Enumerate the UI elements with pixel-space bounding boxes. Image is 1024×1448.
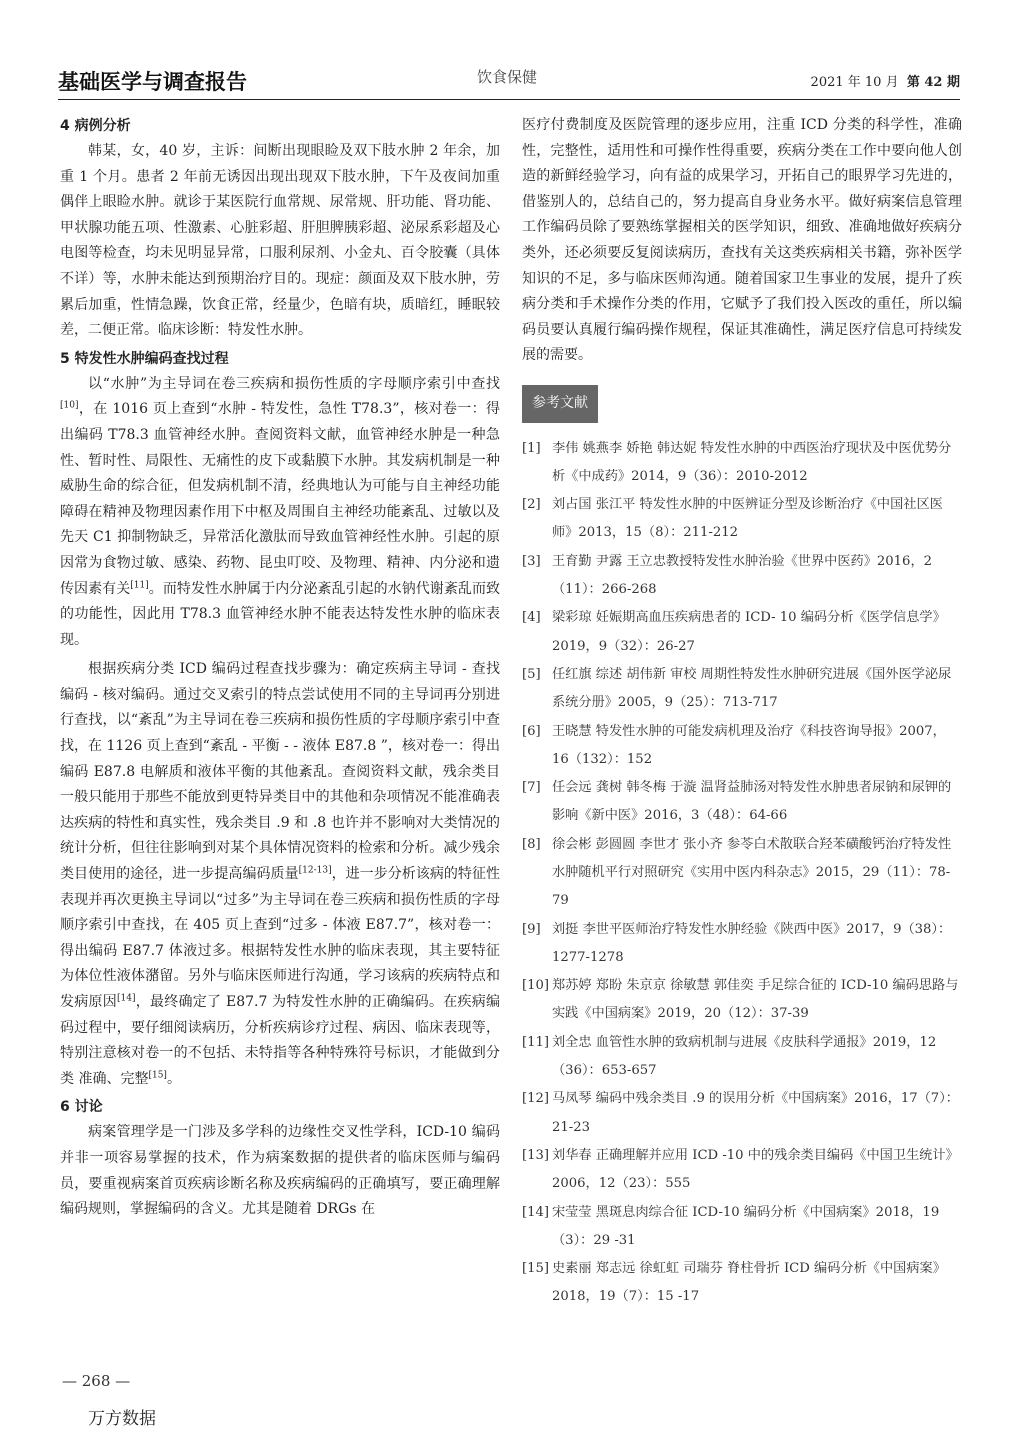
reference-number: [7] bbox=[522, 780, 541, 796]
issue-number: 第 42 期 bbox=[906, 75, 960, 90]
text-run: 根据疾病分类 ICD 编码过程查找步骤为：确定疾病主导词 - 查找编码 - 核对编码。通过交叉索引的特点尝试使用不同的主导词再分别进行查找，以“紊乱”为主导词在卷三疾病和损伤性质的字母顺序索引中查找，在 1126 页上查到“紊乱 - 平衡 - - 液体 E87.8 ”，核对卷一：得出编码 E87.8 电解质和液体平衡的其他紊乱。查阅资料文献，残余类目一般只能用于那些不能放到更特异类目中的其他和杂项情况不能准确表达疾病的特性和真实性，残余类目 .9 和 .8 也许并不影响对大类情况的统计分析，但往往影响到对某个具体情况资料的检索和分析。减少残余类目使用的途径，进一步提高编码质量 bbox=[60, 661, 500, 883]
section-4-title: 4 病例分析 bbox=[60, 118, 131, 134]
reference-item bbox=[522, 831, 962, 916]
issue-date: 2021 年 10 月 bbox=[810, 75, 899, 90]
reference-number: [14] bbox=[522, 1204, 550, 1220]
text-run: ，最终确定了 E87.7 为特发性水肿的正确编码。在疾病编码过程中，要仔细阅读病历，分析疾病诊疗过程、病因、临床表现等，特别注意核对卷一的不包括、未特指等各种特殊符号标识，才能做到分类 准确、完整 bbox=[60, 994, 500, 1087]
discussion-continued: 医疗付费制度及医院管理的逐步应用，注重 ICD 分类的科学性，准确性，完整性，适用性和可操作性得重要，疾病分类在工作中要向他人创造的新鲜经验学习，向有益的成果学习，开拓自己的眼界学习先进的，借鉴别人的，总结自己的，努力提高自身业务水平。做好病案信息管理工作编码员除了要熟练掌握相关的医学知识，细致、准确地做好疾病分类外，还必须要反复阅读病历，查找有关这类疾病相关书籍，弥补医学知识的不足，多与临床医师沟通。随着国家卫生事业的发展，提升了疾病分类和手术操作分类的作用，它赋予了我们投入医改的重任，所以编码员要认真履行编码操作规程，保证其准确性，满足医疗信息可持续发展的需要。 bbox=[522, 117, 962, 364]
section-name: 饮食保健 bbox=[477, 68, 538, 86]
reference-item bbox=[522, 1255, 962, 1312]
reference-text: 刘挺 李世平医师治疗特发性水肿经验《陕西中医》2017，9（38）：1277-1278 bbox=[552, 921, 952, 965]
section-5-title: 5 特发性水肿编码查找过程 bbox=[60, 350, 229, 367]
reference-text: 梁彩琼 妊娠期高血压疾病患者的 ICD- 10 编码分析《医学信息学》2019，9（32）：26-27 bbox=[552, 610, 946, 654]
reference-text: 郑苏婷 郑盼 朱京京 徐敏慧 郭佳奕 手足综合征的 ICD-10 编码思路与实践《中国病案》2019，20（12）：37-39 bbox=[552, 978, 959, 1022]
page-header bbox=[58, 62, 960, 102]
reference-item bbox=[522, 972, 962, 1029]
reference-item bbox=[522, 1142, 962, 1199]
journal-title: 基础医学与调查报告 bbox=[58, 70, 247, 94]
section-4-paragraph: 韩某，女，40 岁，主诉：间断出现眼睑及双下肢水肿 2 年余，加重 1 个月。患者 2 年前无诱因出现出现双下肢水肿，下午及夜间加重偶伴上眼睑水肿。就诊于某医院行血常规、尿常规、肝功能、肾功能、甲状腺功能五项、性激素、心脏彩超、肝胆脾胰彩超、泌尿系彩超及心电图等检查，均未见明显异常，口服利尿剂、小金丸、百令胶囊（具体不详）等，水肿未能达到预期治疗目的。现症：颜面及双下肢水肿，劳累后加重，性情急躁，饮食正常，经量少，色暗有块，质暗红，睡眠较差，二便正常。临床诊断：特发性水肿。 bbox=[60, 143, 500, 339]
reference-item bbox=[522, 916, 962, 973]
reference-text: 王育勤 尹露 王立忠教授特发性水肿治验《世界中医药》2016，2（11）：266-268 bbox=[552, 553, 933, 598]
reference-item bbox=[522, 1199, 962, 1256]
text-run: 。 bbox=[166, 1070, 181, 1087]
reference-number: [12] bbox=[522, 1091, 550, 1107]
reference-text: 宋莹莹 黑斑息肉综合征 ICD-10 编码分析《中国病案》2018，19（3）：29 -31 bbox=[552, 1204, 940, 1248]
reference-item bbox=[522, 604, 962, 661]
reference-text: 刘全忠 血管性水肿的致病机制与进展《皮肤科学通报》2019，12（36）：653-657 bbox=[552, 1034, 937, 1079]
reference-item bbox=[522, 491, 962, 548]
text-run: 以“水肿”为主导词在卷三疾病和损伤性质的字母顺序索引中查找 bbox=[88, 375, 500, 392]
left-column bbox=[60, 113, 500, 1223]
citation[interactable]: [14] bbox=[117, 993, 136, 1004]
reference-number: [6] bbox=[522, 723, 541, 739]
reference-number: [5] bbox=[522, 666, 541, 682]
reference-text: 徐会彬 彭圆圆 李世才 张小齐 参苓白术散联合羟苯磺酸钙治疗特发性水肿随机平行对照研究《实用中医内科杂志》2015，29（11）：78-79 bbox=[552, 836, 952, 909]
issue-info bbox=[811, 71, 960, 90]
page-number: — 268 — bbox=[62, 1372, 131, 1390]
reference-text: 刘华春 正确理解并应用 ICD -10 中的残余类目编码《中国卫生统计》2006，12（23）：555 bbox=[552, 1147, 959, 1192]
section-6-title: 6 讨论 bbox=[60, 1099, 103, 1116]
reference-text: 王晓慧 特发性水肿的可能发病机理及治疗《科技咨询导报》2007，16（132）：152 bbox=[552, 723, 946, 767]
reference-item bbox=[522, 1085, 962, 1142]
references-heading: 参考文献 bbox=[522, 385, 598, 423]
reference-number: [4] bbox=[522, 610, 541, 626]
reference-number: [9] bbox=[522, 921, 541, 937]
reference-number: [1] bbox=[522, 440, 541, 456]
section-6-paragraph: 病案管理学是一门涉及多学科的边缘性交叉性学科，ICD-10 编码并非一项容易掌握的技术，作为病案数据的提供者的临床医师与编码员，要重视病案首页疾病诊断名称及疾病编码的正确填写，要正确理解编码规则，掌握编码的含义。尤其是随着 DRGs 在 bbox=[60, 1124, 500, 1218]
citation[interactable]: [11] bbox=[130, 579, 149, 590]
reference-text: 任红旗 综述 胡伟新 审校 周期性特发性水肿研究进展《国外医学泌尿系统分册》2005，9（25）：713-717 bbox=[552, 666, 952, 711]
reference-number: [8] bbox=[522, 836, 541, 852]
section-5-paragraph-1 bbox=[60, 372, 500, 654]
right-column bbox=[522, 113, 962, 1312]
reference-number: [3] bbox=[522, 553, 541, 569]
section-5-paragraph-2 bbox=[60, 657, 500, 1092]
reference-text: 马凤琴 编码中残余类目 .9 的误用分析《中国病案》2016，17（7）：21-23 bbox=[552, 1091, 959, 1135]
reference-text: 史素丽 郑志远 徐虹虹 司瑞芬 脊柱骨折 ICD 编码分析《中国病案》2018，19（7）：15 -17 bbox=[552, 1261, 946, 1305]
reference-number: [13] bbox=[522, 1147, 550, 1163]
reference-item bbox=[522, 548, 962, 605]
reference-number: [11] bbox=[522, 1034, 550, 1050]
reference-item bbox=[522, 1029, 962, 1086]
reference-item bbox=[522, 435, 962, 492]
watermark-brand: 万方数据 bbox=[88, 1409, 156, 1429]
reference-item bbox=[522, 774, 962, 831]
reference-item bbox=[522, 718, 962, 775]
citation[interactable]: [15] bbox=[148, 1070, 167, 1081]
reference-text: 李伟 姚燕李 娇艳 韩达妮 特发性水肿的中西医治疗现状及中医优势分析《中成药》2014，9（36）：2010-2012 bbox=[552, 440, 952, 484]
text-run: ，进一步分析该病的特征性表现并再次更换主导词以“过多”为主导词在卷三疾病和损伤性质的字母顺序索引中查找，在 405 页上查到“过多 - 体液 E87.7”，核对卷一：得出编码 E87.7 体液过多。根据特发性水肿的临床表现，其主要特征为体位性液体潴留。另外与临床医师进行沟通，学习该病的疾病特点和发病原因 bbox=[60, 866, 501, 1010]
reference-item bbox=[522, 661, 962, 718]
reference-text: 刘占国 张江平 特发性水肿的中医辨证分型及诊断治疗《中国社区医师》2013，15（8）：211-212 bbox=[552, 497, 943, 541]
reference-number: [15] bbox=[522, 1261, 550, 1277]
reference-text: 任会远 龚树 韩冬梅 于漩 温肾益肺汤对特发性水肿患者尿钠和尿钾的影响《新中医》2016，3（48）：64-66 bbox=[552, 780, 952, 824]
reference-list bbox=[522, 435, 962, 1312]
text-run: 。而特发性水肿属于内分泌紊乱引起的水钠代谢紊乱而致的功能性，因此用 T78.3 血管神经水肿不能表达特发性水肿的临床表现。 bbox=[60, 580, 501, 648]
citation[interactable]: [12-13] bbox=[298, 865, 332, 876]
reference-number: [2] bbox=[522, 497, 541, 513]
text-run: ，在 1016 页上查到“水肿 - 特发性，急性 T78.3”，核对卷一：得出编码 T78.3 血管神经水肿。查阅资料文献，血管神经水肿是一种急性、暂时性、局限性、无痛性的皮下或黏膜下水肿。其发病机制是一种威胁生命的综合征，但发病机制不清，经典地认为可能与自主神经功能障碍在精神及物理因素作用下中枢及周围自主神经功能紊乱、过敏以及先天 C1 抑制物缺乏，异常活化激肽而导致血管神经性水肿。引起的原因常为食物过敏、感染、药物、昆虫叮咬、及物理、精神、内分泌和遗传因素有关 bbox=[60, 401, 500, 597]
header-rule bbox=[58, 99, 960, 100]
reference-number: [10] bbox=[522, 978, 550, 994]
citation[interactable]: [10] bbox=[60, 400, 79, 411]
